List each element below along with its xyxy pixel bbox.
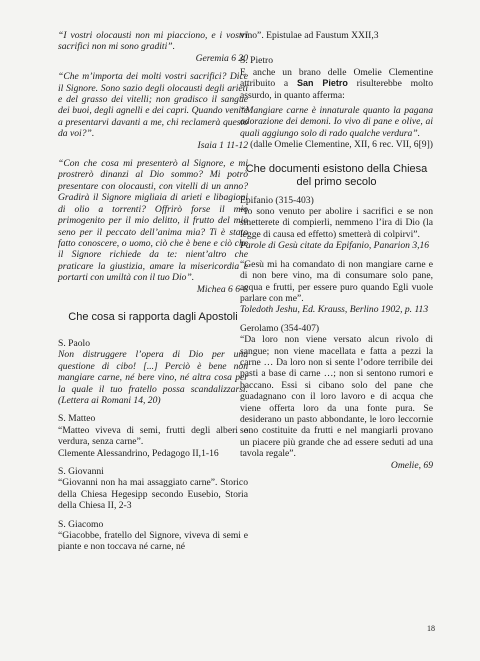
quote-michea: “Con che cosa mi presenterò al Signore, e mi prostrerò dinanzi al Dio sommo? Mi potrò presentare con olocausti, con vitelli di un anno? Gradirà il Signore migliaia di arieti e libagioni di olio a torrenti? Offrirò forse il mio primogenito per il mio delitto, il frutto del mio seno per il peccato dell’anima mia? Ti è stato fatto conoscere, o uomo, ciò che è bene e ciò che il Signore richiede da te: nient’altro che praticare la giustizia, amare la misericordia e portarti con umiltà con il tuo Dio”. [58, 158, 248, 284]
quote-pietro: “Mangiare carne è innaturale quanto la pagana adorazione dei demoni. Io vivo di pane e olive, ai quali aggiungo solo di rado qualche verdura”. [240, 105, 433, 139]
text-gesu: “Gesù mi ha comandato di non mangiare carne e di non bere vino, ma di consumare solo pane, acqua e frutti, per essere puro quando Egli vuole parlare con me”. [240, 258, 433, 304]
name-giovanni: S. Giovanni [58, 466, 104, 477]
name-matteo: S. Matteo [58, 413, 96, 425]
text-gerolamo: “Da loro non viene versato alcun rivolo di sangue; non viene macellata e fatta a pezzi la carne … Da loro non si sente l’odore terribile dei pasti a base di carne …; non si sentono rumori e baccano. Essi si cibano solo del pane che guadagnano con il loro lavoro e di acqua che viene offerta loro da una fonte pura. Se desiderano un pasto abbondante, le loro leccornie sono costituite da frutti e nel mangiarli provano un piacere più grande che ad essere seduti ad una tavola regale”. [240, 334, 433, 460]
pietro-text-b: risulterebbe molto assurdo, in quanto afferma: [240, 78, 434, 101]
text-giacomo: “Giacobbe, fratello del Signore, viveva di semi e piante e non toccava né carne, né [58, 530, 248, 553]
text-matteo: “Matteo viveva di semi, frutti degli alberi e verdura, senza carne”. [58, 424, 248, 448]
section-title-documenti: Che documenti esistono della Chiesa del primo secolo [245, 162, 428, 188]
text-paolo: Non distruggere l’opera di Dio per una questione di cibo! [...] Perciò è bene non mangiare carne, né bere vino, né altra cosa per la quale il tuo fratello possa scandalizzarsi. (Lettera ai Romani 14, 20) [58, 349, 248, 406]
name-pietro: S. Pietro [240, 55, 274, 67]
name-paolo: S. Paolo [58, 337, 90, 349]
pietro-text-a: E anche un brano delle Omelie Clementine attribuito a [240, 66, 433, 90]
text-epifanio: “Io sono venuto per abolire i sacrifici e se non smetterete di compierli, nemmeno l’ira di Dio (la legge di causa ed effetto) smetterà di colpirvi”. [240, 206, 433, 240]
ref-gerolamo: Omelie, 69 [390, 459, 433, 471]
source-pietro: (dalle Omelie Clementine, XII, 6 rec. VII, 6[9]) [250, 139, 433, 151]
source-gesu: Toledoth Jeshu, Ed. Krauss, Berlino 1902, p. 113 [240, 304, 429, 316]
pietro-bold: San Pietro [296, 78, 348, 89]
ref-michea: Michea 6 6-8 [196, 283, 248, 295]
name-giacomo: S. Giacomo [58, 518, 104, 530]
source-epifanio: Parole di Gesù citate da Epifanio, Panarion 3,16 [240, 240, 430, 252]
left-column [58, 30, 248, 553]
name-gerolamo: Gerolamo (354-407) [240, 322, 320, 334]
ref-isaia: Isaia 1 11-12 [197, 139, 248, 151]
text-giovanni: “Giovanni non ha mai assaggiato carne”. Storico della Chiesa Hegesipp secondo Eusebio, Storia della Chiesa II, 2-3 [58, 477, 248, 512]
right-column [240, 30, 433, 471]
page-number: 18 [427, 624, 435, 633]
quote-geremia: “I vostri olocausti non mi piacciono, e i vostri sacrifici non mi sono graditi”. [58, 30, 248, 53]
text-pietro [240, 67, 433, 101]
text-continuation: vino”. Epistulae ad Faustum XXII,3 [240, 30, 379, 41]
source-matteo: Clemente Alessandrino, Pedagogo II,1-16 [58, 447, 219, 459]
section-title-apostoli: Che cosa si rapporta dagli Apostoli [68, 310, 238, 323]
quote-isaia: “Che m’importa dei molti vostri sacrifici? Dice il Signore. Sono sazio degli olocausti degli arieti e del grasso dei vitelli; non gradisco il sangue dei buoi, degli agnelli e dei capri. Quando venite a presentarvi davanti a me, chi reclamerà questo da voi?”. [58, 71, 248, 140]
name-epifanio: Epifanio (315-403) [240, 194, 314, 206]
ref-geremia: Geremia 6 20 [195, 52, 248, 64]
